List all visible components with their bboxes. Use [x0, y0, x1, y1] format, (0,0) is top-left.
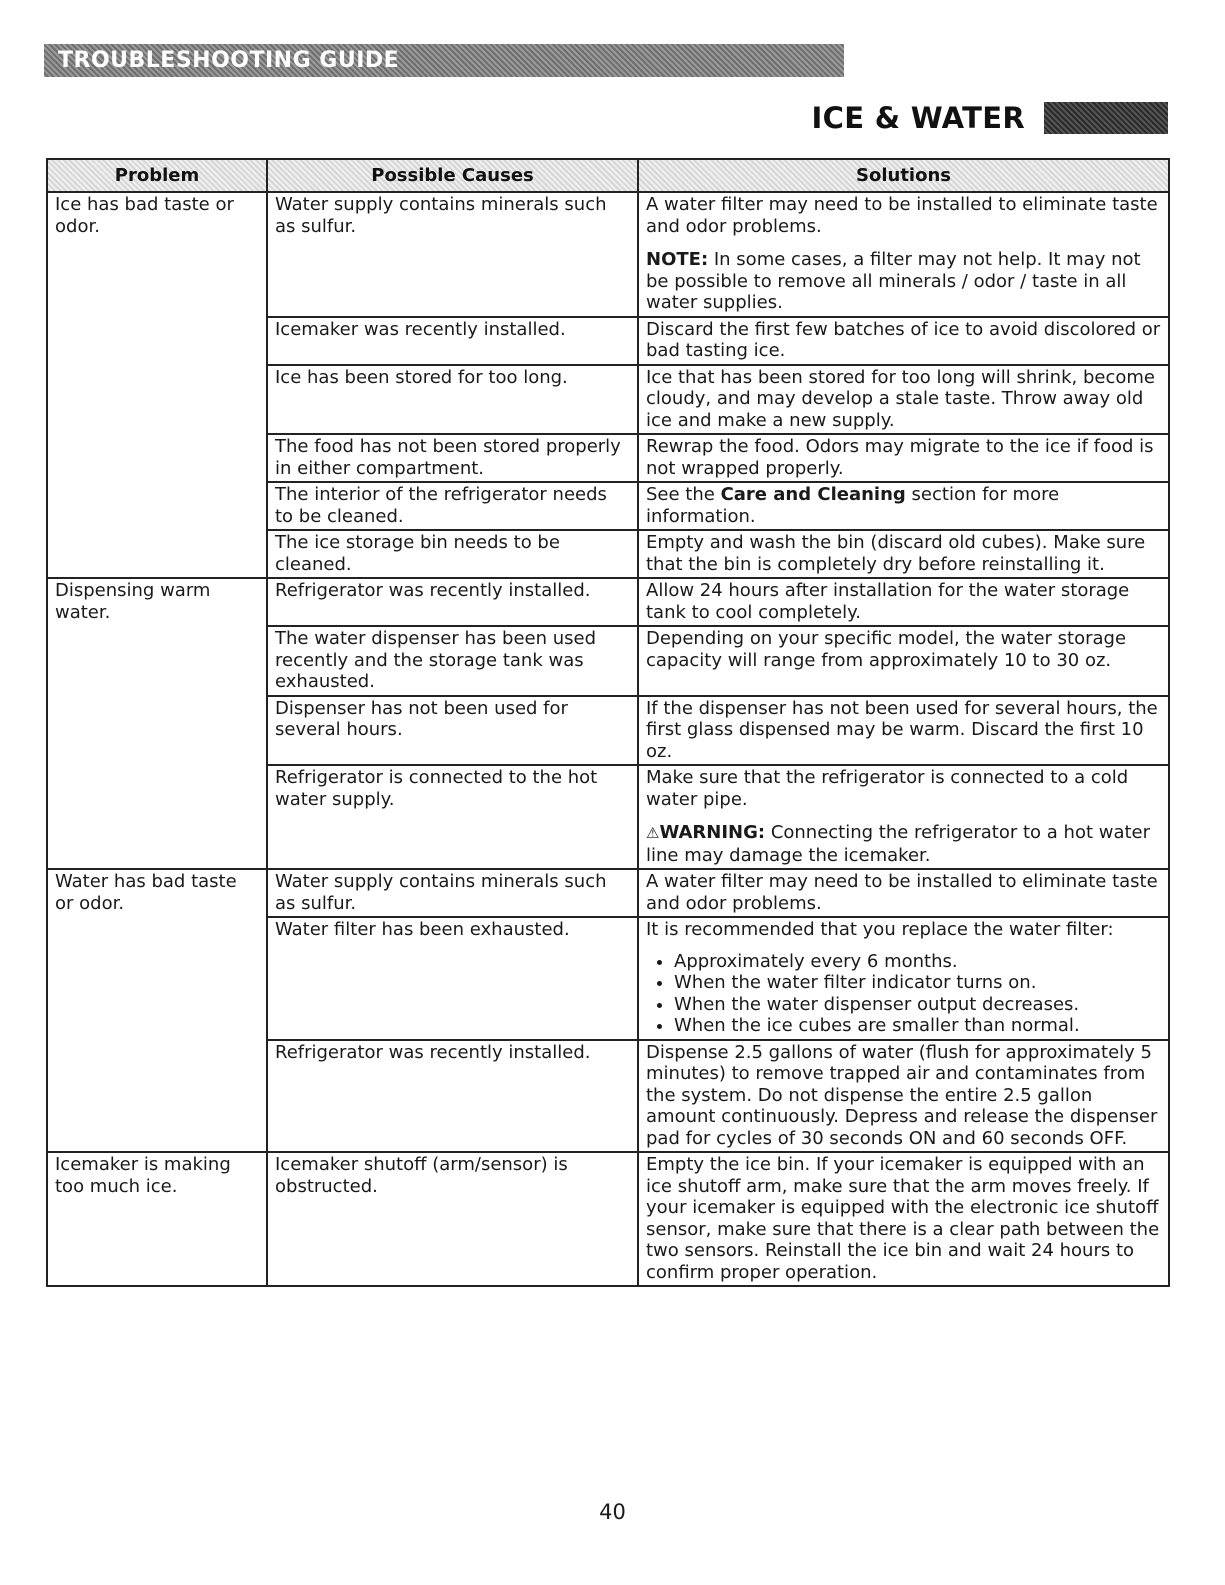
problem-cell: Icemaker is making too much ice. [47, 1152, 267, 1286]
solution-text: It is recommended that you replace the water filter: [646, 919, 1114, 940]
cause-cell: The ice storage bin needs to be cleaned. [267, 530, 638, 578]
page-number: 40 [599, 1500, 626, 1524]
solution-text: A water filter may need to be installed to eliminate taste and odor problems. [646, 194, 1158, 237]
cause-cell: The water dispenser has been used recently and the storage tank was exhausted. [267, 626, 638, 696]
table-header-row [47, 159, 1169, 192]
problem-cell: Ice has bad taste or odor. [47, 192, 267, 578]
troubleshooting-banner [44, 44, 844, 77]
troubleshooting-table [46, 158, 1170, 1287]
cause-cell: Icemaker was recently installed. [267, 317, 638, 365]
solution-cell [638, 765, 1169, 869]
solution-cell: Ice that has been stored for too long will shrink, become cloudy, and may develop a stale taste. Throw away old ice and make a new supply. [638, 365, 1169, 435]
note-text [646, 249, 1161, 314]
cause-cell: Refrigerator was recently installed. [267, 1040, 638, 1153]
warning-label: WARNING: [659, 822, 766, 843]
solution-cell [638, 482, 1169, 530]
solution-cell: Rewrap the food. Odors may migrate to the ice if food is not wrapped properly. [638, 434, 1169, 482]
cause-cell: Refrigerator is connected to the hot water supply. [267, 765, 638, 869]
header-problem: Problem [47, 159, 267, 192]
list-item: • Approximately every 6 months. [674, 951, 1161, 973]
table-row [47, 869, 1169, 917]
warning-text [646, 822, 1161, 866]
warning-body: Connecting the refrigerator to a hot water line may damage the icemaker. [646, 822, 1151, 866]
header-causes: Possible Causes [267, 159, 638, 192]
cause-cell: Refrigerator was recently installed. [267, 578, 638, 626]
solution-cell: A water filter may need to be installed to eliminate taste and odor problems. [638, 869, 1169, 917]
section-marker [1044, 102, 1168, 134]
header-solutions: Solutions [638, 159, 1169, 192]
problem-cell: Water has bad taste or odor. [47, 869, 267, 1152]
cause-cell: The interior of the refrigerator needs to be cleaned. [267, 482, 638, 530]
table-row [47, 578, 1169, 626]
problem-cell: Dispensing warm water. [47, 578, 267, 869]
note-label: NOTE: [646, 249, 709, 270]
cause-cell: Dispenser has not been used for several hours. [267, 696, 638, 766]
solution-cell: Allow 24 hours after installation for the water storage tank to cool completely. [638, 578, 1169, 626]
solution-cell: Dispense 2.5 gallons of water (flush for approximately 5 minutes) to remove trapped air and contaminates from the system. Do not dispense the entire 2.5 gallon amount continuously. Depress and release the dispenser pad for cycles of 30 seconds ON and 60 seconds OFF. [638, 1040, 1169, 1153]
table-row [47, 1152, 1169, 1286]
solution-text-pre: See the [646, 484, 721, 505]
list-item: • When the water filter indicator turns on. [674, 972, 1161, 994]
care-cleaning-ref: Care and Cleaning [720, 484, 906, 505]
list-item: • When the ice cubes are smaller than normal. [674, 1015, 1161, 1037]
warning-icon: ⚠ [646, 824, 660, 842]
solution-cell: If the dispenser has not been used for several hours, the first glass dispensed may be warm. Discard the first 10 oz. [638, 696, 1169, 766]
cause-cell: Water filter has been exhausted. [267, 917, 638, 1040]
cause-cell: Water supply contains minerals such as sulfur. [267, 192, 638, 317]
solution-text-post: section for more information. [646, 484, 1060, 527]
table-row [47, 192, 1169, 317]
section-title: ICE & WATER [811, 101, 1025, 135]
solution-cell: Depending on your specific model, the water storage capacity will range from approximately 10 to 30 oz. [638, 626, 1169, 696]
cause-cell: The food has not been stored properly in either compartment. [267, 434, 638, 482]
cause-cell: Icemaker shutoff (arm/sensor) is obstructed. [267, 1152, 638, 1286]
solution-cell: Empty the ice bin. If your icemaker is equipped with an ice shutoff arm, make sure that the arm moves freely. If your icemaker is equipped with the electronic ice shutoff sensor, make sure that there is a clear path between the two sensors. Reinstall the ice bin and wait 24 hours to confirm proper operation. [638, 1152, 1169, 1286]
solution-cell [638, 192, 1169, 317]
cause-cell: Water supply contains minerals such as sulfur. [267, 869, 638, 917]
solution-cell: Discard the first few batches of ice to avoid discolored or bad tasting ice. [638, 317, 1169, 365]
solution-text: Make sure that the refrigerator is connected to a cold water pipe. [646, 767, 1129, 810]
solution-cell: Empty and wash the bin (discard old cubes). Make sure that the bin is completely dry before reinstalling it. [638, 530, 1169, 578]
list-item: • When the water dispenser output decreases. [674, 994, 1161, 1016]
banner-title: TROUBLESHOOTING GUIDE [58, 48, 400, 73]
solution-cell [638, 917, 1169, 1040]
cause-cell: Ice has been stored for too long. [267, 365, 638, 435]
note-body: In some cases, a filter may not help. It may not be possible to remove all minerals / odor / taste in all water supplies. [646, 249, 1141, 313]
replacement-list [646, 951, 1161, 1037]
